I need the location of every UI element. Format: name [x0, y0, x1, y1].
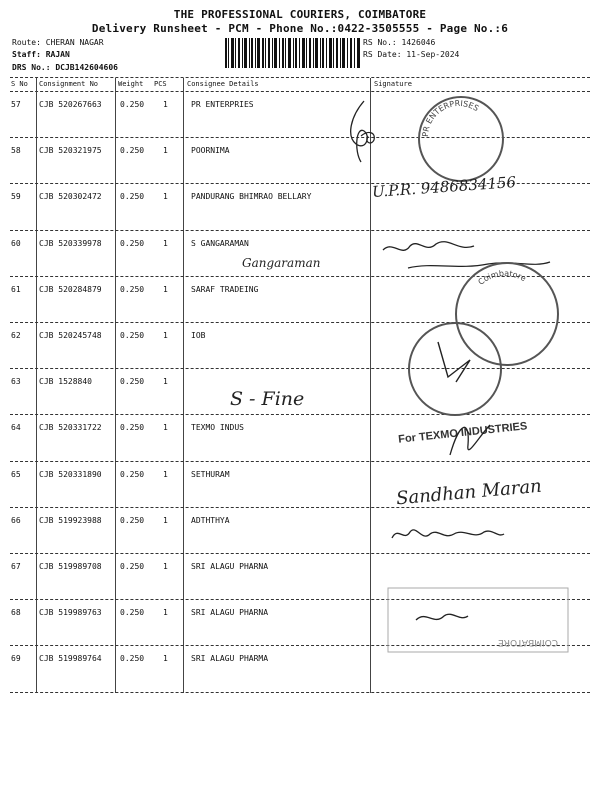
staff-label: Staff: — [12, 50, 41, 59]
row-sno: 59 — [11, 192, 21, 202]
row-weight: 0.250 — [120, 654, 145, 664]
row-consignee: SRI ALAGU PHARMA — [191, 654, 269, 664]
row-consignee: SRI ALAGU PHARNA — [191, 608, 269, 618]
route-label: Route: — [12, 38, 41, 47]
row-pcs: 1 — [163, 331, 168, 340]
row-sno: 65 — [11, 469, 21, 479]
staff-value: RAJAN — [45, 50, 70, 59]
row-pcs: 1 — [163, 238, 168, 248]
route-value: CHERAN NAGAR — [45, 38, 104, 47]
table-top-rule — [10, 77, 590, 78]
row-weight: 0.250 — [120, 423, 145, 433]
row-consignment: CJB 520284879 — [39, 284, 102, 294]
row-pcs: 1 — [163, 654, 168, 664]
row-consignment: CJB 520331722 — [39, 423, 102, 433]
col-header-consignment: Consignment No — [39, 80, 99, 88]
rs-date-value: 11-Sep-2024 — [406, 50, 460, 59]
route-line — [12, 38, 104, 47]
col-header-signature: Signature — [374, 80, 412, 88]
row-pcs: 1 — [163, 100, 168, 109]
row-pcs: 1 — [163, 515, 168, 525]
drs-barcode — [225, 38, 360, 68]
row-weight: 0.250 — [120, 284, 145, 294]
row-weight: 0.250 — [120, 100, 145, 109]
rs-date-line — [363, 50, 459, 59]
row-consignment: CJB 520321975 — [39, 146, 102, 156]
row-consignee: POORNIMA — [191, 146, 230, 156]
row-weight: 0.250 — [120, 377, 145, 387]
row-sno: 58 — [11, 146, 21, 156]
rs-date-label: RS Date: — [363, 50, 402, 59]
rs-no-value: 1426046 — [401, 38, 436, 47]
table-header-rule — [10, 91, 590, 92]
row-consignment: CJB 1528840 — [39, 377, 92, 387]
row-pcs: 1 — [163, 469, 168, 479]
stamp-row57-text — [418, 96, 500, 178]
note-row59: U.P.R. 9486834156 — [371, 172, 517, 202]
row-sno: 68 — [11, 608, 21, 618]
row-consignee: SRI ALAGU PHARNA — [191, 562, 269, 571]
stamp-row68-caption: COIMBATORE — [498, 637, 558, 647]
col-header-consignee: Consignee Details — [187, 80, 259, 88]
note-row60: Gangaraman — [242, 256, 321, 270]
row-consignment: CJB 520267663 — [39, 100, 102, 109]
row-consignment: CJB 520302472 — [39, 192, 102, 202]
col-divider-3 — [183, 78, 184, 693]
col-divider-1 — [36, 78, 37, 693]
stamp-row61-caption: Coimbatore — [476, 268, 528, 287]
row-rule — [10, 230, 590, 231]
company-title: THE PROFESSIONAL COURIERS, COIMBATORE — [173, 8, 427, 21]
row-weight: 0.250 — [120, 608, 145, 618]
col-divider-2 — [115, 78, 116, 693]
row-pcs: 1 — [163, 284, 168, 294]
row-consignment: CJB 519989708 — [39, 562, 102, 571]
row-consignment: CJB 520331890 — [39, 469, 102, 479]
row-sno: 64 — [11, 423, 21, 433]
drs-label: DRS No.: — [12, 63, 51, 72]
row-rule — [10, 461, 590, 462]
row-sno: 63 — [11, 377, 21, 387]
stamp-row57-caption: PR ENTERPRISES — [420, 98, 481, 138]
signature-row66 — [388, 520, 508, 548]
row-consignment: CJB 519923988 — [39, 515, 102, 525]
row-sno: 60 — [11, 238, 21, 248]
row-rule — [10, 507, 590, 508]
row-consignment: CJB 519989764 — [39, 654, 102, 664]
row-weight: 0.250 — [120, 562, 145, 571]
row-consignee: IOB — [191, 331, 206, 340]
row-pcs: 1 — [163, 192, 168, 202]
row-consignee: ADTHTHYA — [191, 515, 230, 525]
row-rule — [10, 553, 590, 554]
row-consignment: CJB 520245748 — [39, 331, 102, 340]
row-weight: 0.250 — [120, 331, 145, 340]
row-weight: 0.250 — [120, 515, 145, 525]
row-consignee: SARAF TRADEING — [191, 284, 259, 294]
row-sno: 62 — [11, 331, 21, 340]
row-rule — [10, 692, 590, 693]
row-consignee: PR ENTERPRIES — [191, 100, 254, 109]
row-sno: 61 — [11, 284, 21, 294]
signature-row62 — [408, 322, 498, 412]
row-weight: 0.250 — [120, 238, 145, 248]
col-header-sno: S No — [11, 80, 28, 88]
col-header-pcs: PCS — [154, 80, 167, 88]
row-sno: 66 — [11, 515, 21, 525]
row-weight: 0.250 — [120, 192, 145, 202]
svg-text:Coimbatore — [476, 269, 527, 287]
note-row65: Sandhan Maran — [395, 475, 543, 510]
row-consignee: PANDURANG BHIMRAO BELLARY — [191, 192, 312, 202]
row-pcs: 1 — [163, 608, 168, 618]
staff-line — [12, 50, 70, 59]
drs-line — [12, 63, 118, 72]
row-consignee: SETHURAM — [191, 469, 230, 479]
rs-no-line — [363, 38, 435, 47]
row-sno: 57 — [11, 100, 21, 109]
row-consignee: TEXMO INDUS — [191, 423, 244, 433]
row-weight: 0.250 — [120, 469, 145, 479]
col-header-weight: Weight — [118, 80, 144, 88]
row-sno: 67 — [11, 562, 21, 571]
row-consignment: CJB 519989763 — [39, 608, 102, 618]
col-divider-4 — [370, 78, 371, 693]
row-consignee: S GANGARAMAN — [191, 238, 249, 248]
signature-row57 — [336, 96, 396, 166]
drs-value: DCJB142604606 — [55, 63, 118, 72]
row-rule — [10, 368, 590, 369]
rs-no-label: RS No.: — [363, 38, 397, 47]
row-rule — [10, 414, 590, 415]
runsheet-title: Delivery Runsheet - PCM - Phone No.:0422-3505555 - Page No.:6 — [91, 22, 509, 35]
row-pcs: 1 — [163, 562, 168, 571]
stamp-row68 — [378, 570, 578, 670]
svg-text:PR ENTERPRISES — [421, 99, 480, 137]
stamp-row64: For TEXMO INDUSTRIES — [397, 420, 528, 446]
row-pcs: 1 — [163, 146, 168, 156]
row-pcs: 1 — [163, 423, 168, 433]
row-pcs: 1 — [163, 377, 168, 387]
note-row63: S - Fine — [230, 388, 305, 410]
signature-row64 — [440, 415, 500, 465]
row-sno: 69 — [11, 654, 21, 664]
row-weight: 0.250 — [120, 146, 145, 156]
row-consignment: CJB 520339978 — [39, 238, 102, 248]
